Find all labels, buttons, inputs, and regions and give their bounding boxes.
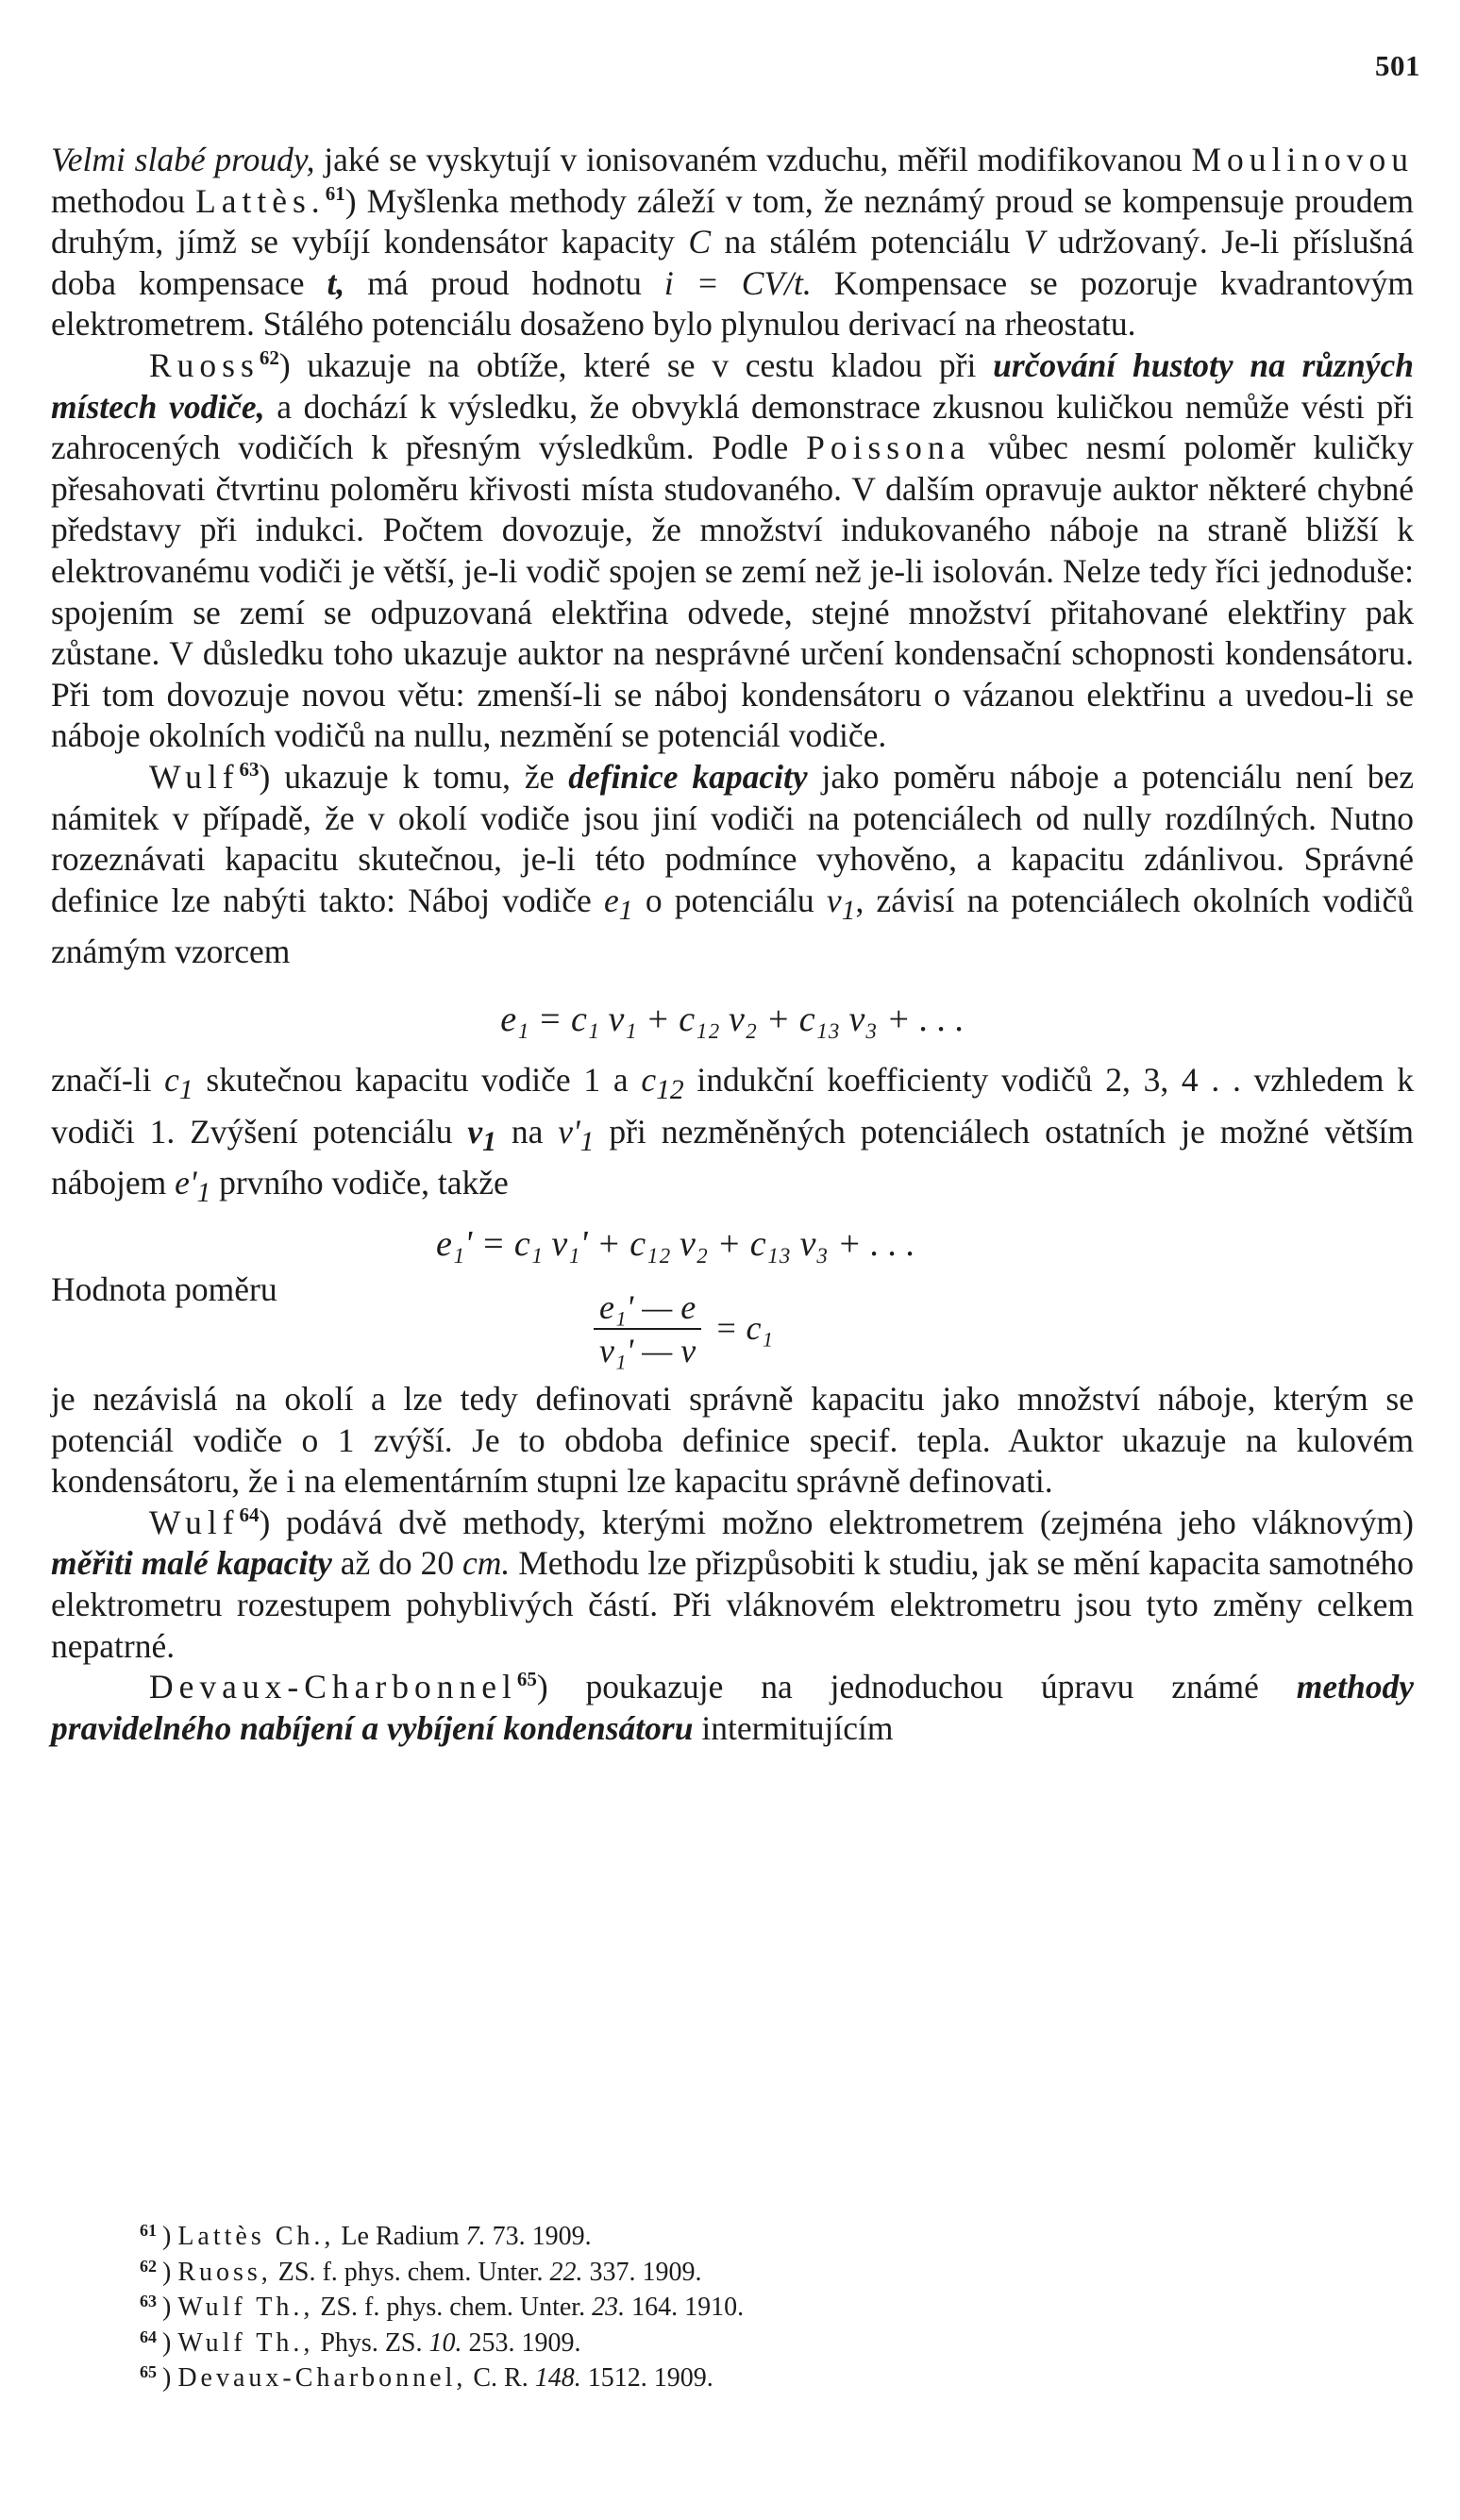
footnote-volume: 23. (592, 2293, 626, 2322)
footnote-source: Le Radium (334, 2222, 466, 2251)
footnote-author: Lattès Ch., (177, 2222, 335, 2251)
footnote-pages: 1512. 1909. (580, 2363, 713, 2393)
math-symbol: v (826, 881, 842, 919)
author-name: Devaux-Charbonnel (149, 1668, 517, 1706)
text-run: ) podává dvě methody, kterými možno elektrometrem (zejména jeho vláknovým) (259, 1503, 1414, 1541)
ratio-label: Hodnota poměru (51, 1270, 277, 1309)
footnote-volume: 10. (428, 2327, 462, 2358)
footnote-source: C. R. (466, 2363, 535, 2393)
footnote-author: Wulf Th., (177, 2293, 314, 2322)
math-subscript: 1 (579, 1126, 595, 1157)
math-symbol: c (641, 1060, 657, 1099)
author-name: Lattès. (195, 181, 326, 220)
paragraph-ruoss (51, 345, 1414, 757)
footnote-source: ZS. f. phys. chem. Unter. (313, 2293, 593, 2322)
text-run: o potenciálu (632, 881, 827, 919)
equation-1: e₁ = c₁ v₁ + c₁₂ v₂ + c₁₃ v₃ + . . . (500, 999, 965, 1039)
math-symbol: V (1023, 223, 1045, 261)
math-symbol: t, (327, 263, 345, 302)
text-run: prvního vodiče, takže (210, 1164, 509, 1202)
text-run: Methodu lze přizpůsobiti k studiu, jak se mění kapacita samotného elektrometru rozestupem pohyblivých částí. Při vláknovém elektrometru jsou tyto změny celkem nepatrné. (51, 1544, 1415, 1665)
math-symbol: c (164, 1060, 179, 1099)
paragraph-wulf-definition (51, 757, 1414, 973)
fraction-numerator: e₁' — e (594, 1288, 701, 1330)
text-run: intermitujícím (693, 1708, 894, 1747)
math-subscript: 12 (656, 1075, 684, 1106)
text-run: na (495, 1112, 559, 1151)
math-subscript: 1 (178, 1075, 193, 1106)
text-run: ) ukazuje na obtíže, které se v cestu kladou při (278, 345, 994, 384)
fraction (594, 1288, 701, 1369)
author-name: Wulf (149, 1503, 240, 1541)
footnote-volume: 7. (465, 2222, 486, 2251)
text-run: skutečnou kapacitu vodiče 1 a (193, 1060, 642, 1099)
footnote-ref: 63 (239, 757, 260, 781)
page-number: 501 (1375, 49, 1420, 82)
footnote-mark: 65 (140, 2362, 157, 2381)
math-subscript: 1 (618, 895, 633, 926)
paragraph-devaux (51, 1667, 1414, 1749)
math-symbol: e' (175, 1164, 197, 1202)
paragraph-coefficients (51, 1060, 1414, 1215)
text-run: Kompensace se pozoruje kvadrantovým elektrometrem. Stálého potenciálu dosaženo bylo plynulou derivací na rheostatu. (51, 263, 1414, 344)
footnote-mark: 61 (140, 2221, 157, 2240)
math-symbol: C (688, 223, 712, 261)
footnote-mark: 64 (140, 2327, 157, 2346)
body-text (51, 140, 1414, 1749)
footnote: $^{65}$ ) Devaux-Charbonnel, C. R. 148. 1512. 1909. (140, 2362, 713, 2393)
footnote-source: ZS. f. phys. chem. Unter. (271, 2257, 550, 2287)
text-run: a dochází k výsledku, že obvyklá demonstrace zkusnou kuličkou nemůže vésti při zahrocených vodičích k přesným výsledkům. Podle (51, 387, 1414, 467)
footnotes (140, 2216, 1367, 2394)
author-name: Moulinovou (1191, 141, 1414, 178)
author-name: Poissona (806, 428, 971, 467)
text-run: methodou (51, 181, 196, 220)
text-run: jaké se vyskytují v ionisovaném vzduchu, měřil modifikovanou (314, 141, 1192, 178)
footnote-author: Ruoss, (177, 2257, 272, 2287)
footnote: $^{61}$ ) Lattès Ch., Le Radium 7. 73. 1909. (140, 2221, 592, 2251)
text-run: na stálém potenciálu (711, 223, 1024, 261)
footnote-mark: 62 (140, 2256, 157, 2276)
math-subscript: 1 (196, 1178, 211, 1209)
footnote: $^{64}$ ) Wulf Th., Phys. ZS. 10. 253. 1909. (140, 2327, 581, 2358)
author-name: Ruoss (149, 345, 260, 384)
footnote-author: Devaux-Charbonnel, (177, 2363, 467, 2393)
emphasis: definice kapacity (568, 757, 808, 796)
emphasis: methody pravidelného nabíjení a vybíjení kondensátoru (51, 1668, 1414, 1747)
footnote-ref: 65 (516, 1668, 537, 1691)
fraction-result: = c₁ (714, 1309, 773, 1348)
footnote-ref: 61 (325, 181, 345, 205)
text-run: ) ukazuje k tomu, že (259, 757, 569, 796)
equation-2-row (51, 1215, 1414, 1265)
footnote-pages: 337. 1909. (582, 2257, 702, 2287)
footnote-ref: 62 (259, 345, 279, 369)
math-subscript: 1 (841, 895, 856, 926)
ratio-row (51, 1256, 1414, 1379)
footnote: $^{62}$ ) Ruoss, ZS. f. phys. chem. Unter. 22. 337. 1909. (140, 2256, 702, 2287)
fraction-denominator: v₁' — v (599, 1332, 696, 1370)
paragraph-independence: je nezávislá na okolí a lze tedy definovati správně kapacitu jako množství náboje, kterým se potenciál vodiče o 1 zvýší. Je to obdoba definice specif. tepla. Auktor ukazuje na kulovém kondensátoru, že i na elementárním stupni lze kapacitu správně definovati. (51, 1380, 1414, 1501)
footnote-ref: 64 (239, 1503, 260, 1526)
footnote-volume: 22. (549, 2257, 583, 2287)
text-run: má proud hodnotu (344, 263, 664, 302)
text-run: udržovaný. Je-li příslušná doba kompensace (51, 223, 1414, 302)
footnote-pages: 253. 1909. (461, 2327, 581, 2358)
footnote-author: Wulf Th., (177, 2327, 314, 2358)
math-symbol: e (604, 881, 619, 919)
unit: cm. (462, 1544, 511, 1583)
emphasis: určování hustoty na různých místech vodiče, (51, 345, 1414, 426)
equation-2: e₁' = c₁ v₁' + c₁₂ v₂ + c₁₃ v₃ + . . . (436, 1224, 915, 1265)
text-run: při nezměněných potenciálech ostatních je možné větším nábojem (51, 1112, 1414, 1202)
lead-emphasis: Velmi slabé proudy, (51, 141, 315, 178)
text-run: až do 20 (331, 1544, 463, 1583)
text-run: značí-li (51, 1060, 165, 1099)
inline-formula: i = CV/t. (663, 263, 812, 302)
text-run: vůbec nesmí poloměr kuličky přesahovati čtvrtinu poloměru křivosti místa studovaného. V dalším opravuje auktor některé chybné představy při indukci. Počtem dovozuje, že množství indukovaného náboje na straně bližší k elektrovanému vodiči je větší, je-li vodič spojen se zemí než je-li isolován. Nelze tedy říci jednoduše: spojením se zemí se odpuzovaná elektřina odvede, stejné množství přitahované elektřiny pak zůstane. V důsledku toho ukazuje auktor na nesprávné určení kondensační schopnosti kondensátoru. Při tom dovozuje novou větu: zmenší-li se náboj kondensátoru o vázanou elektřinu a uvedou-li se náboje okolních vodičů na nullu, nezmění se potenciál vodiče. (51, 428, 1414, 755)
footnote: $^{63}$ ) Wulf Th., ZS. f. phys. chem. Unter. 23. 164. 1910. (140, 2292, 745, 2322)
paragraph-lattes (51, 140, 1414, 345)
ratio-fraction (594, 1288, 773, 1369)
footnote-pages: 164. 1910. (625, 2293, 745, 2322)
math-subscript: 1 (482, 1126, 496, 1157)
text-run: ) poukazuje na jednoduchou úpravu známé (536, 1668, 1297, 1706)
math-symbol: v' (558, 1112, 580, 1151)
footnote-mark: 63 (140, 2292, 157, 2310)
text-run: jako poměru náboje a potenciálu není bez námitek v případě, že v okolí vodiče jsou jiní vodiči na potenciálech od nully rozdílných. Nutno rozeznávati kapacitu skutečnou, je-li této podmínce vyhověno, a kapacitu zdánlivou. Správné definice lze nabýti takto: Náboj vodiče (51, 757, 1414, 919)
math-symbol: v (467, 1112, 483, 1151)
footnote-volume: 148. (534, 2363, 581, 2393)
emphasis: měřiti malé kapacity (51, 1544, 332, 1583)
author-name: Wulf (149, 757, 240, 796)
footnote-source: Phys. ZS. (313, 2327, 429, 2358)
text-run: ) Myšlenka methody záleží v tom, že neznámý proud se kompensuje proudem druhým, jímž se vybíjí kondensátor kapacity (51, 181, 1414, 261)
paragraph-wulf-methods (51, 1503, 1414, 1667)
text-run: , závisí na potenciálech okolních vodičů známým vzorcem (51, 881, 1415, 971)
footnote-pages: 73. 1909. (485, 2222, 592, 2251)
text-run: indukční koefficienty vodičů 2, 3, 4 . . vzhledem k vodiči 1. Zvýšení potenciálu (51, 1060, 1415, 1151)
